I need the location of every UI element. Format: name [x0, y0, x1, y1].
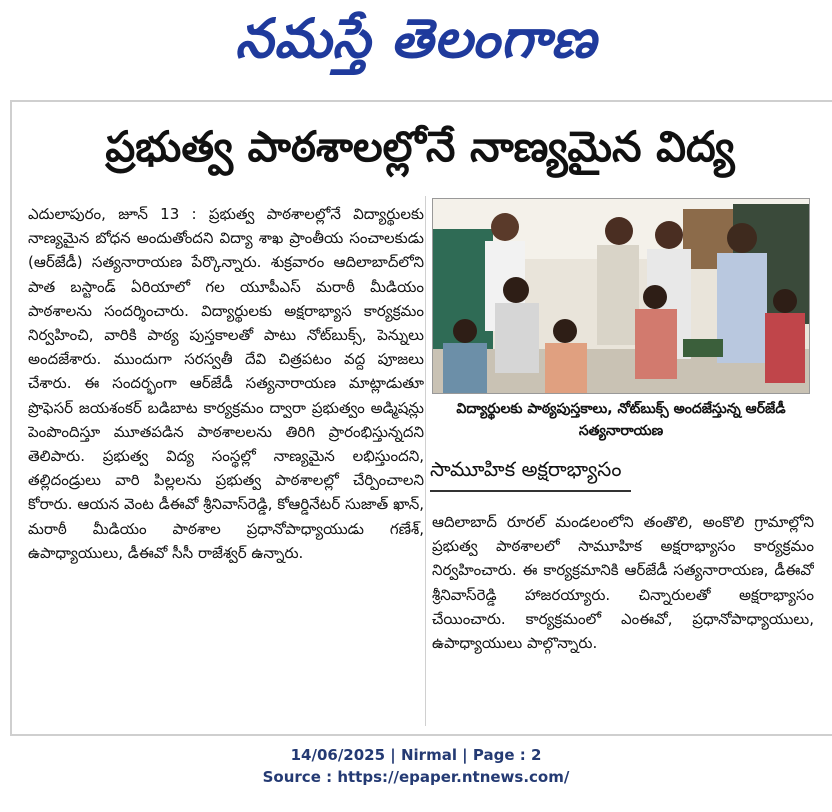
- article-photo: [432, 198, 810, 394]
- subheadline-text: సామూహిక అక్షరాభ్యాసం: [430, 453, 631, 492]
- subheadline: [430, 452, 815, 492]
- masthead-title: నమస్తే తెలంగాణ: [235, 6, 597, 70]
- article-body-text: ఎదులాపురం, జూన్ 13 : ప్రభుత్వ పాఠశాలల్లోనే విద్యార్థులకు నాణ్యమైన బోధన అందుతోందని విద్యా శాఖ ప్రాంతీయ సంచాలకుడు (ఆర్‌జేడీ) సత్యనారాయణ పేర్కొన్నారు. శుక్రవారం ఆదిలాబాద్‌లోని పాత బస్టాండ్ ఏరియాలో గల యూపీఎస్ మరాఠీ మీడియం పాఠశాలను సందర్శించారు. విద్యార్థులకు అక్షరాభ్యాస కార్యక్రమం నిర్వహించి, వారికి పాఠ్య పుస్తకాలతో పాటు నోట్‌బుక్స్, పెన్నులు అందజేశారు. ముందుగా సరస్వతీ దేవి చిత్రపటం వద్ద పూజలు చేశారు. ఈ సందర్భంగా ఆర్‌జేడీ సత్యనారాయణ మాట్లాడుతూ ప్రొఫెసర్ జయశంకర్ బడిబాట కార్యక్రమం ద్వారా ప్రభుత్వం అడ్మిషన్లు పెంపొందిస్తూ మూతపడిన పాఠశాలలను తిరిగి ప్రారంభిస్తున్నదని తెలిపారు. ప్రభుత్వ విద్య సంస్థల్లో నాణ్యమైన లభిస్తుందని, తల్లిదండ్రులు వారి పిల్లలను ప్రభుత్వ పాఠశాలల్లో చేర్పించాలని కోరారు. ఆయన వెంట డీఈవో శ్రీనివాస్‌రెడ్డి, కోఆర్డినేటర్ సుజాత్ ఖాన్, మరాఠీ మీడియం పాఠశాల ప్రధానోపాధ్యాయుడు గణేశ్, ఉపాధ్యాయులు, డీఈవో సీసీ రాజేశ్వర్ ఉన్నారు.: [28, 205, 424, 562]
- column-divider: [425, 196, 426, 726]
- footer-date-edition: 14/06/2025 | Nirmal | Page : 2: [290, 746, 542, 764]
- masthead: [0, 0, 832, 90]
- article-body: [28, 202, 424, 722]
- sub-article-body: [432, 510, 814, 720]
- sub-article-body-text: ఆదిలాబాద్ రూరల్ మండలంలోని తంతొలి, అంకొలి గ్రామాల్లోని ప్రభుత్వ పాఠశాలలో సామూహిక అక్షరాభ్యాసం కార్యక్రమం నిర్వహించారు. ఈ కార్యక్రమానికి ఆర్‌జేడీ సత్యనారాయణ, డీఈవో శ్రీనివాస్‌రెడ్డి హాజరయ్యారు. చిన్నారులతో అక్షరాభ్యాసం చేయించారు. కార్యక్రమంలో ఎంఈవో, ప్రధానోపాధ్యాయులు, ఉపాధ్యాయులు పాల్గొన్నారు.: [432, 513, 814, 653]
- footer: [0, 744, 832, 804]
- footer-source: Source : https://epaper.ntnews.com/: [262, 768, 570, 786]
- article-headline: ప్రభుత్వ పాఠశాలల్లోనే నాణ్యమైన విద్య: [105, 122, 735, 171]
- photo-caption: విద్యార్థులకు పాఠ్యపుస్తకాలు, నోట్‌బుక్స్ అందజేస్తున్న ఆర్‌జేడీ సత్యనారాయణ: [456, 401, 786, 439]
